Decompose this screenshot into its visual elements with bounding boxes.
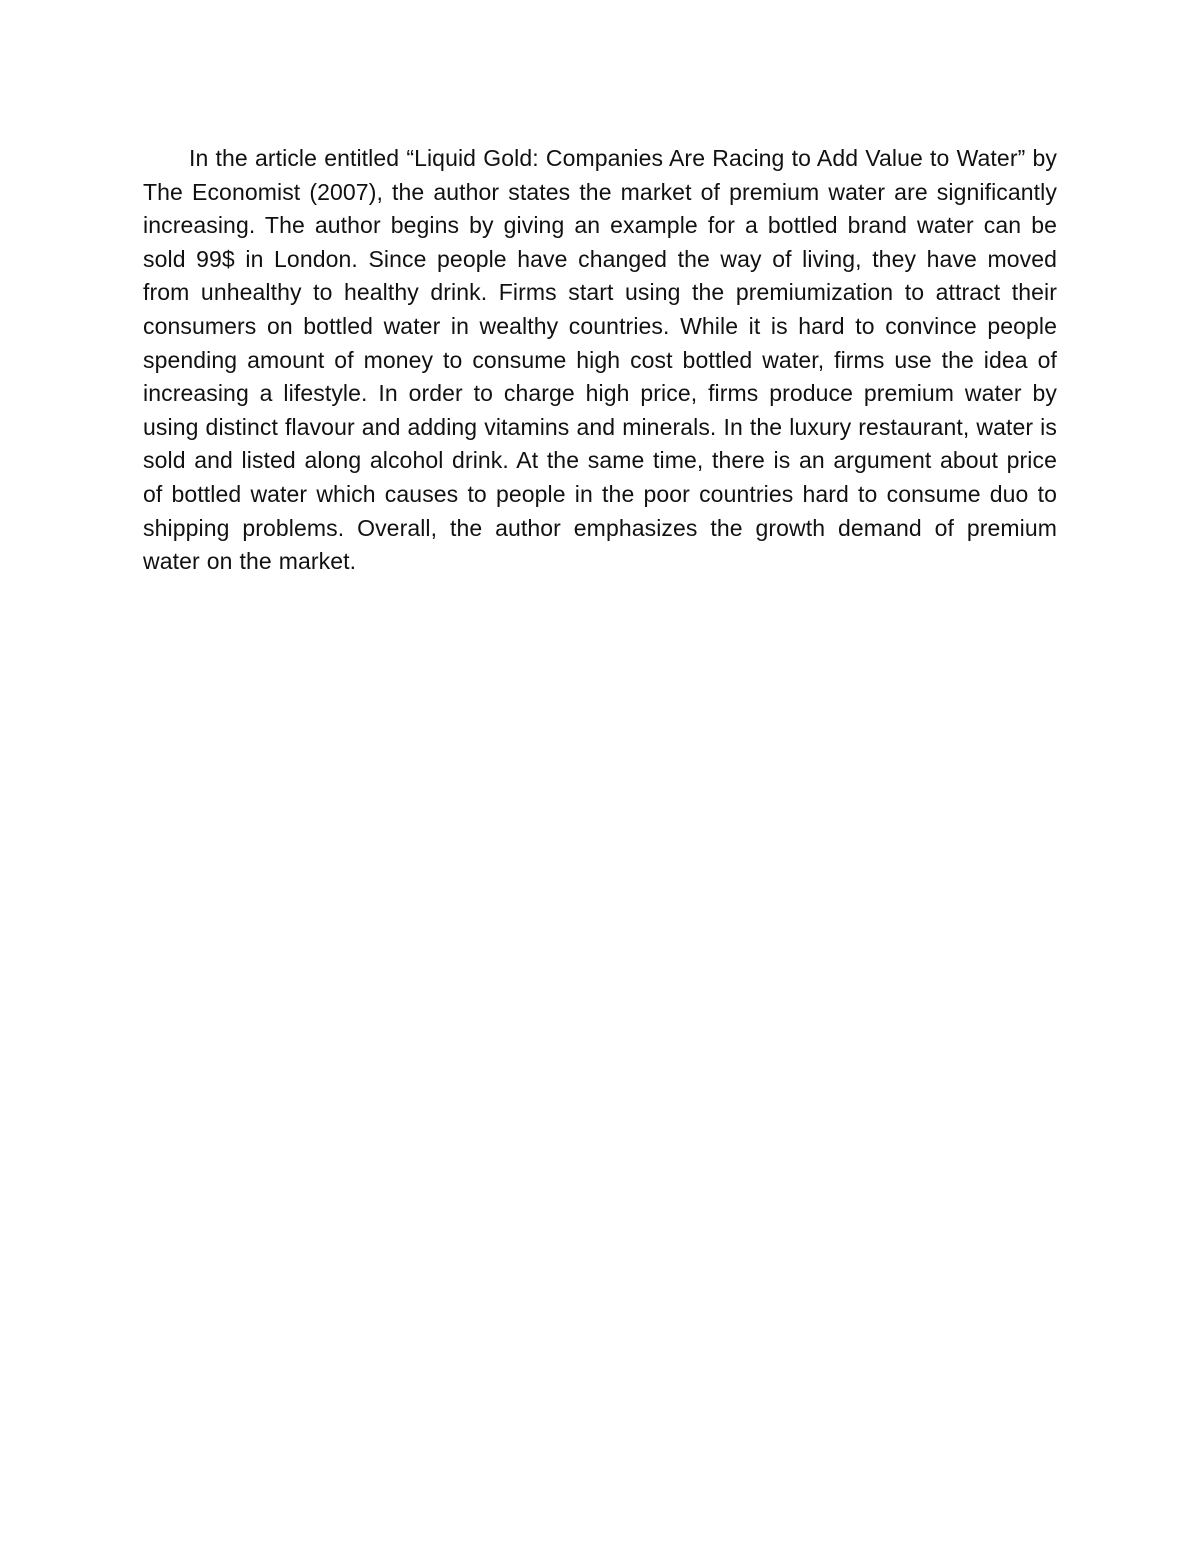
summary-paragraph: In the article entitled “Liquid Gold: Companies Are Racing to Add Value to Water” by The Economist (2007), the author states the market of premium water are significantly increasing. The author begins by giving an example for a bottled brand water can be sold 99$ in London. Since people have changed the way of living, they have moved from unhealthy to healthy drink. Firms start using the premiumization to attract their consumers on bottled water in wealthy countries. While it is hard to convince people spending amount of money to consume high cost bottled water, firms use the idea of increasing a lifestyle. In order to charge high price, firms produce premium water by using distinct flavour and adding vitamins and minerals. In the luxury restaurant, water is sold and listed along alcohol drink. At the same time, there is an argument about price of bottled water which causes to people in the poor countries hard to consume duo to shipping problems. Overall, the author emphasizes the growth demand of premium water on the market. xyxy=(143,145,1057,575)
